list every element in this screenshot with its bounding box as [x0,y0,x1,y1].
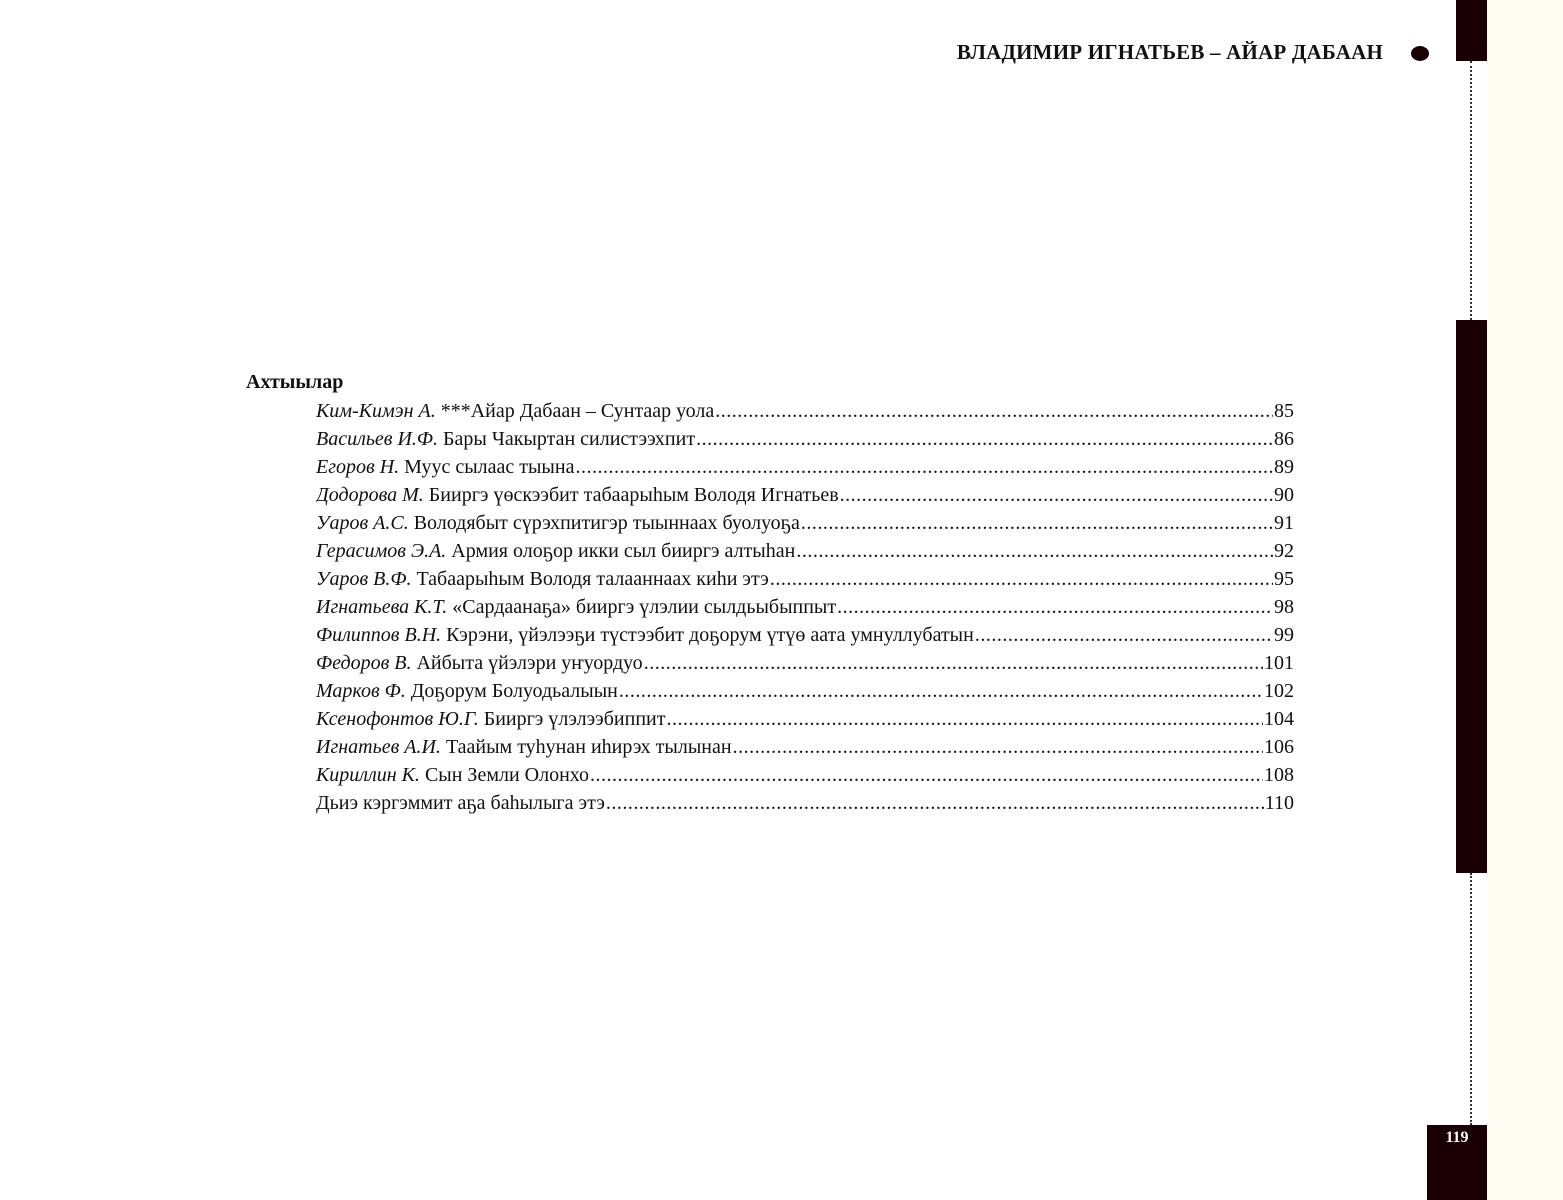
dot-leader [837,593,1273,621]
entry-title: Табаарыһым Володя талааннаах киһи этэ [416,568,769,590]
toc-entry [316,789,1294,817]
entry-author: Игнатьев А.И. [316,736,441,758]
entry-title: Сын Земли Олонхо [424,764,590,786]
toc-entry [316,593,1294,621]
toc-entry [316,649,1294,677]
entry-title: Доҕорум Болуодьалыын [410,680,618,702]
entry-page: 101 [1264,652,1294,674]
dot-leader [644,649,1263,677]
entry-page: 91 [1274,512,1294,534]
page-edge [1487,0,1563,1200]
entry-page: 85 [1274,400,1294,422]
dot-leader [801,509,1273,537]
entry-title: Армия олоҕор икки сыл бииргэ алтыһан [451,540,796,562]
entry-title: Володябыт сүрэхпитигэр тыыннаах буолуоҕа [413,512,800,534]
entry-title: Айбыта үйэлэри уҥуордуо [416,652,643,674]
toc-entry [316,705,1294,733]
dot-leader [770,565,1273,593]
toc-entry [316,425,1294,453]
entry-page: 106 [1264,736,1294,758]
entry-title: Муус сылаас тыына [404,456,575,478]
table-of-contents [316,397,1294,817]
entry-page: 92 [1274,540,1294,562]
toc-entry [316,733,1294,761]
dot-leader [840,481,1273,509]
entry-title: ***Айар Дабаан – Сунтаар уола [440,400,715,422]
entry-author: Васильев И.Ф. [316,428,439,450]
entry-author: Уаров А.С. [316,512,409,534]
dot-leader [619,677,1263,705]
entry-page: 86 [1274,428,1294,450]
dot-leader [715,397,1273,425]
entry-page: 98 [1274,596,1294,618]
entry-page: 108 [1264,764,1294,786]
dot-leader [796,537,1273,565]
toc-entry [316,565,1294,593]
entry-page: 99 [1274,624,1294,646]
entry-title: Кэрэни, үйэлээҕи түстээбит доҕорум үтүө аата умнуллубатын [446,624,974,646]
entry-author: Филиппов В.Н. [316,624,442,646]
dot-leader [606,789,1264,817]
entry-author: Герасимов Э.А. [316,540,447,562]
entry-page: 102 [1264,680,1294,702]
page-number: 119 [1427,1125,1487,1200]
thumb-tab-top [1456,0,1487,61]
entry-author: Кириллин К. [316,764,420,786]
entry-title: «Сардаанаҕа» бииргэ үлэлии сылдьыбыппыт [452,596,837,618]
entry-title: Бииргэ үлэлээбиппит [483,708,666,730]
toc-entry [316,509,1294,537]
entry-author: Уаров В.Ф. [316,568,412,590]
entry-page: 89 [1274,456,1294,478]
dot-leader [666,705,1263,733]
entry-author: Ксенофонтов Ю.Г. [316,708,479,730]
dotted-rule [1470,873,1472,1125]
toc-entry [316,453,1294,481]
entry-title: Таайым туһунан иһирэх тылынан [445,736,732,758]
dot-leader [733,733,1263,761]
entry-author: Марков Ф. [316,680,406,702]
entry-title: Бары Чакыртан силистээхпит [443,428,696,450]
entry-page: 110 [1264,792,1294,814]
entry-title: Бииргэ үөскээбит табаарыһым Володя Игнатьев [428,484,839,506]
dot-leader [696,425,1273,453]
running-header: ВЛАДИМИР ИГНАТЬЕВ – АЙАР ДАБААН [956,40,1383,64]
entry-author: Игнатьева К.Т. [316,596,448,618]
entry-title: Дьиэ кэргэммит аҕа баһылыга этэ [316,792,605,814]
section-title: Ахтыылар [246,371,344,393]
dot-leader [590,761,1263,789]
entry-author: Егоров Н. [316,456,400,478]
dot-leader [575,453,1273,481]
toc-entry [316,621,1294,649]
dotted-rule [1470,61,1472,320]
entry-page: 90 [1274,484,1294,506]
toc-entry [316,677,1294,705]
entry-author: Федоров В. [316,652,412,674]
toc-entry [316,537,1294,565]
thumb-tab-section [1456,320,1487,873]
toc-entry [316,481,1294,509]
entry-page: 95 [1274,568,1294,590]
toc-entry [316,397,1294,425]
entry-author: Додорова М. [316,484,424,506]
bullet-dot-icon [1411,46,1429,61]
dot-leader [975,621,1273,649]
entry-author: Ким-Кимэн А. [316,400,436,422]
entry-page: 104 [1264,708,1294,730]
toc-entry [316,761,1294,789]
